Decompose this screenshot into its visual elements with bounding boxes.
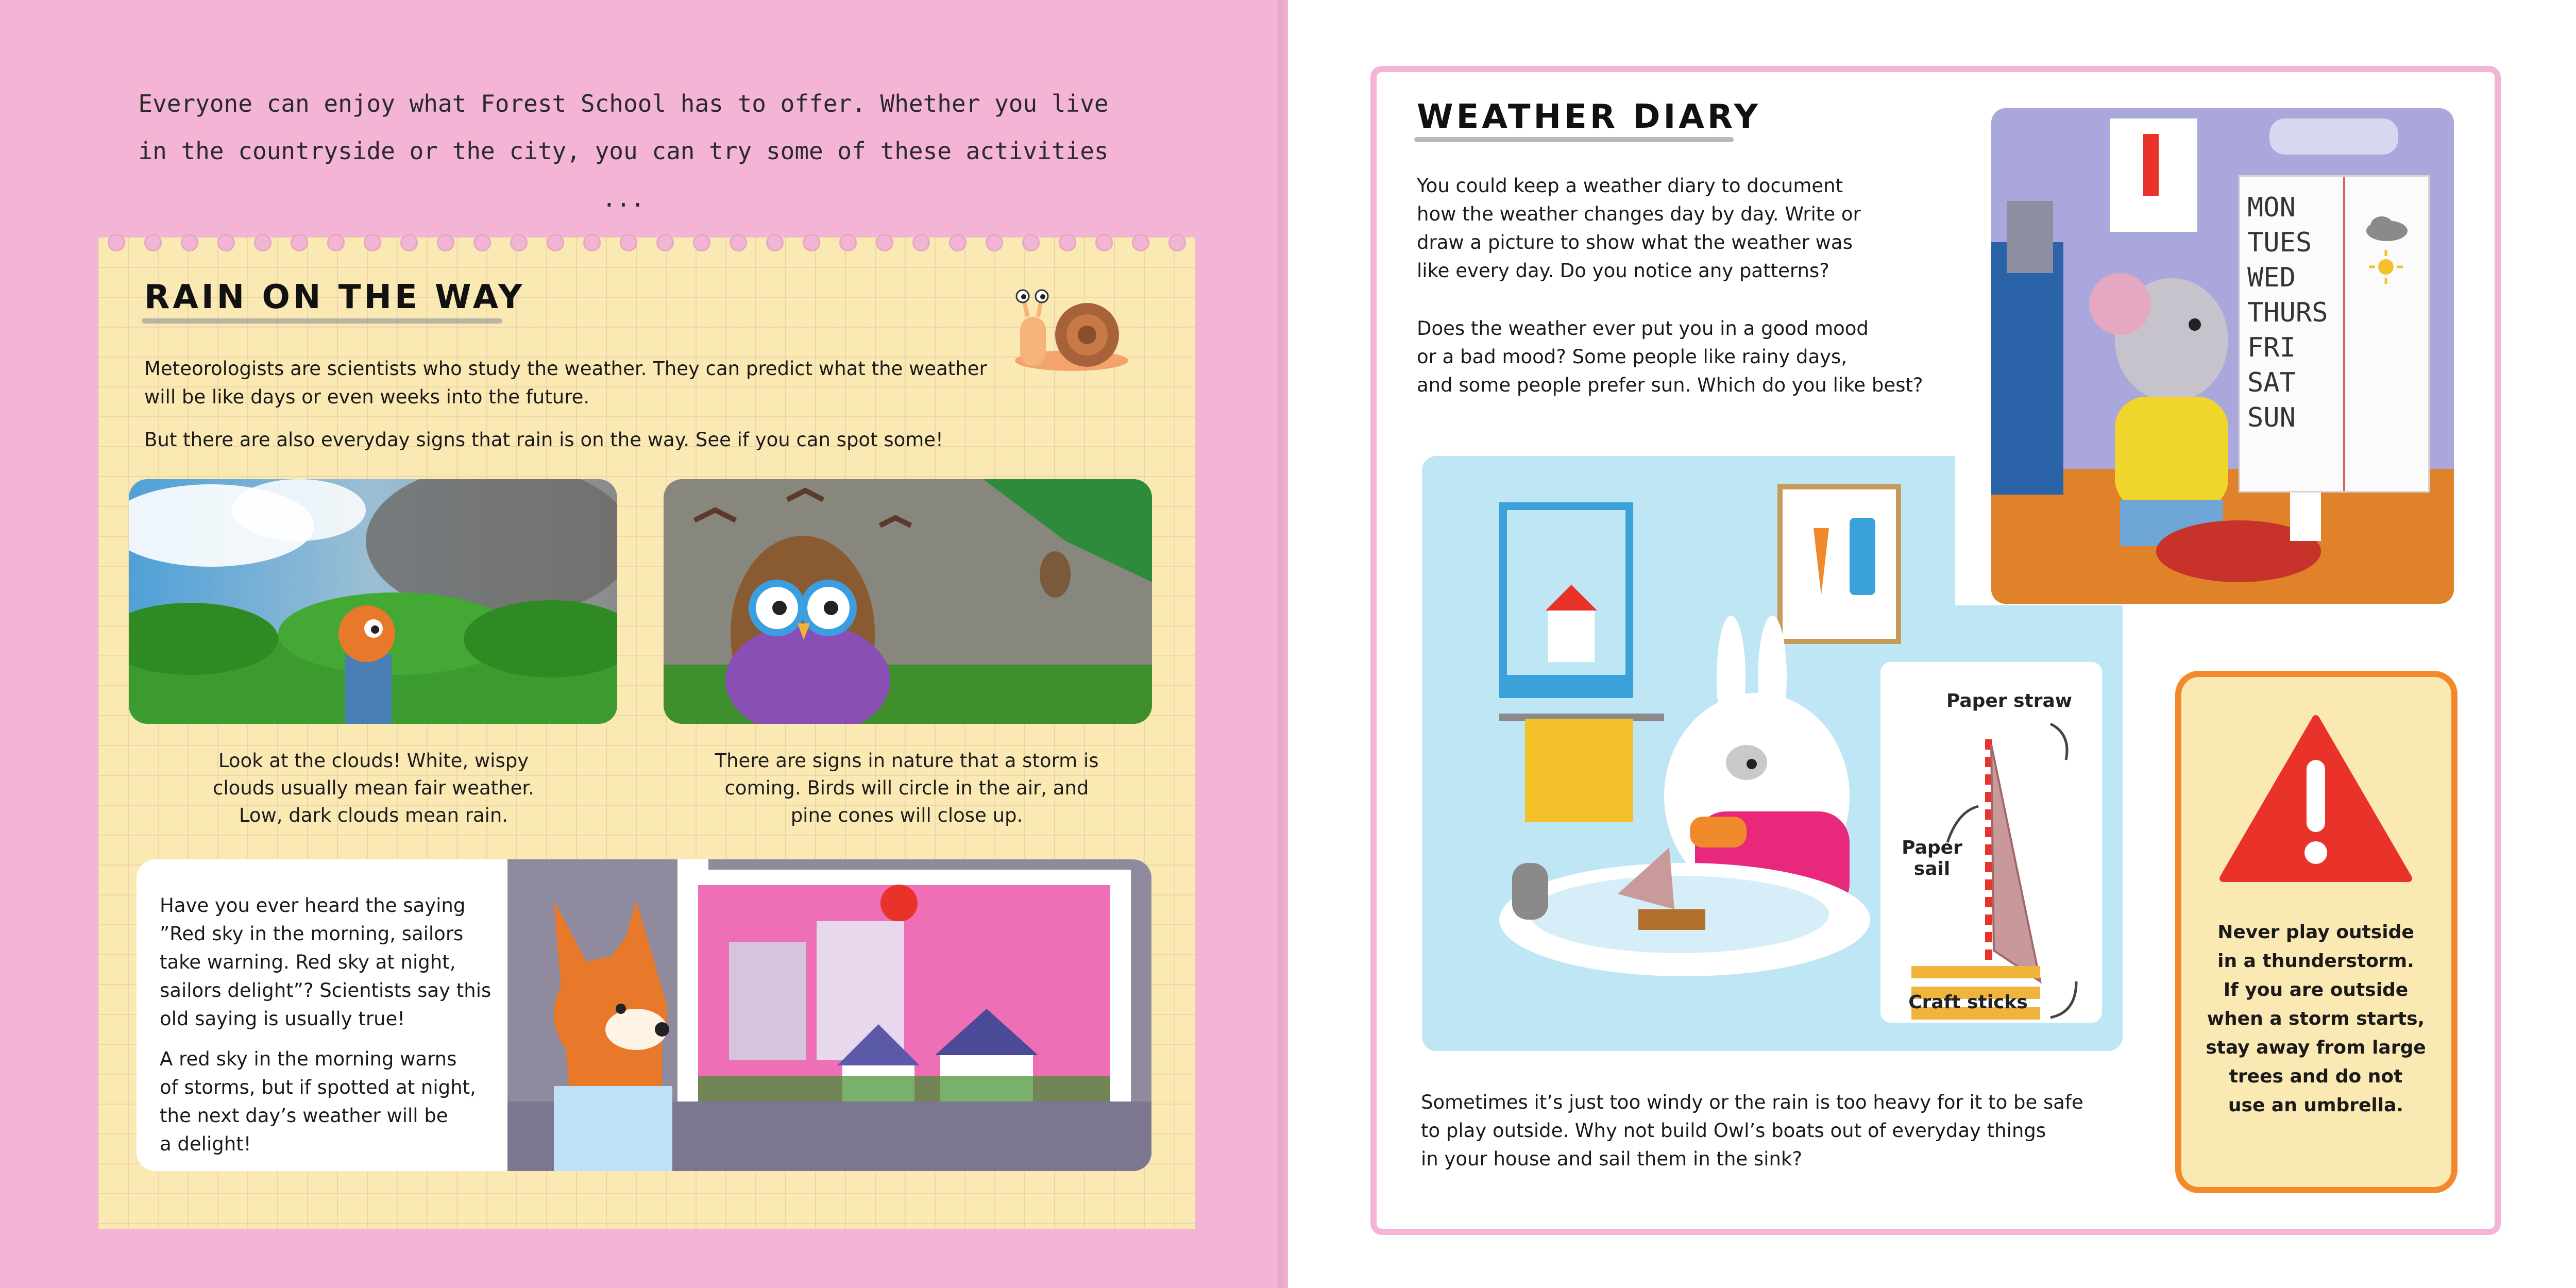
calendar-day: SUN — [2247, 402, 2296, 433]
clouds-illustration — [129, 479, 617, 724]
cloud-icon — [2364, 213, 2410, 244]
clouds-caption: Look at the clouds! White, wispy clouds usually mean fair weather. Low, dark clouds mean rain. — [213, 750, 534, 826]
snail-icon — [1010, 289, 1133, 376]
meteorologists-paragraph: Meteorologists are scientists who study the weather. They can predict what the weather will be like days or even weeks into the future. — [144, 358, 987, 408]
nature-caption: There are signs in nature that a storm is coming. Birds will circle in the air, and pine cones will close up. — [715, 750, 1099, 826]
diary-paragraph-2: Does the weather ever put you in a good mood or a bad mood? Some people like rainy days, and some people prefer sun. Which do you like best? — [1417, 317, 1923, 396]
warning-triangle-icon — [2218, 714, 2414, 884]
label-paper-straw: Paper straw — [1946, 690, 2073, 711]
red-sky-paragraph-2: A red sky in the morning warns of storms, but if spotted at night, the next day’s weather will be a delight! — [160, 1048, 476, 1155]
calendar-day: MON — [2247, 192, 2296, 223]
rabbit-boat-illustration — [1422, 456, 2123, 1051]
rain-section-title: RAIN ON THE WAY — [144, 278, 526, 316]
weather-diary-title: WEATHER DIARY — [1417, 98, 1761, 136]
owl-illustration — [664, 479, 1152, 724]
title-underline — [142, 318, 502, 324]
intro-text — [134, 80, 1113, 222]
calendar-day: WED — [2247, 262, 2296, 293]
red-sky-paragraph-1: Have you ever heard the saying ”Red sky in the morning, sailors take warning. Red sky at night, sailors delight”? Scientists say this old saying is usually true! — [160, 894, 492, 1030]
calendar-day: SAT — [2247, 367, 2296, 398]
label-paper-sail: Paper sail — [1902, 837, 1962, 879]
boat-paragraph: Sometimes it’s just too windy or the rain is too heavy for it to be safe to play outside. Why not build Owl’s boats out of everyday things in your house and sail them in the sink? — [1421, 1091, 2083, 1170]
sun-icon — [2368, 249, 2404, 285]
label-craft-sticks: Craft sticks — [1908, 992, 2028, 1013]
weather-calendar — [2239, 175, 2430, 493]
red-sky-panel — [137, 859, 1151, 1171]
calendar-day: THURS — [2247, 297, 2328, 328]
intro-line-1: Everyone can enjoy what Forest School has to offer. Whether you live — [138, 90, 1109, 117]
everyday-signs-paragraph: But there are also everyday signs that rain is on the way. See if you can spot some! — [144, 429, 943, 451]
diary-title-underline — [1414, 137, 1734, 142]
notepad-binding — [98, 229, 1195, 260]
calendar-day: TUES — [2247, 227, 2312, 258]
intro-line-2: in the countryside or the city, you can try some of these activities ... — [138, 137, 1109, 212]
calendar-day-list — [2247, 190, 2328, 435]
diary-paragraph-1: You could keep a weather diary to document how the weather changes day by day. Write or draw a picture to show what the weather was like every day. Do you notice any patterns? — [1417, 175, 1861, 282]
warning-text: Never play outside in a thunderstorm. If you are outside when a storm starts, stay away from large trees and do not use an umbrella. — [2206, 922, 2426, 1116]
calendar-day: FRI — [2247, 332, 2296, 363]
